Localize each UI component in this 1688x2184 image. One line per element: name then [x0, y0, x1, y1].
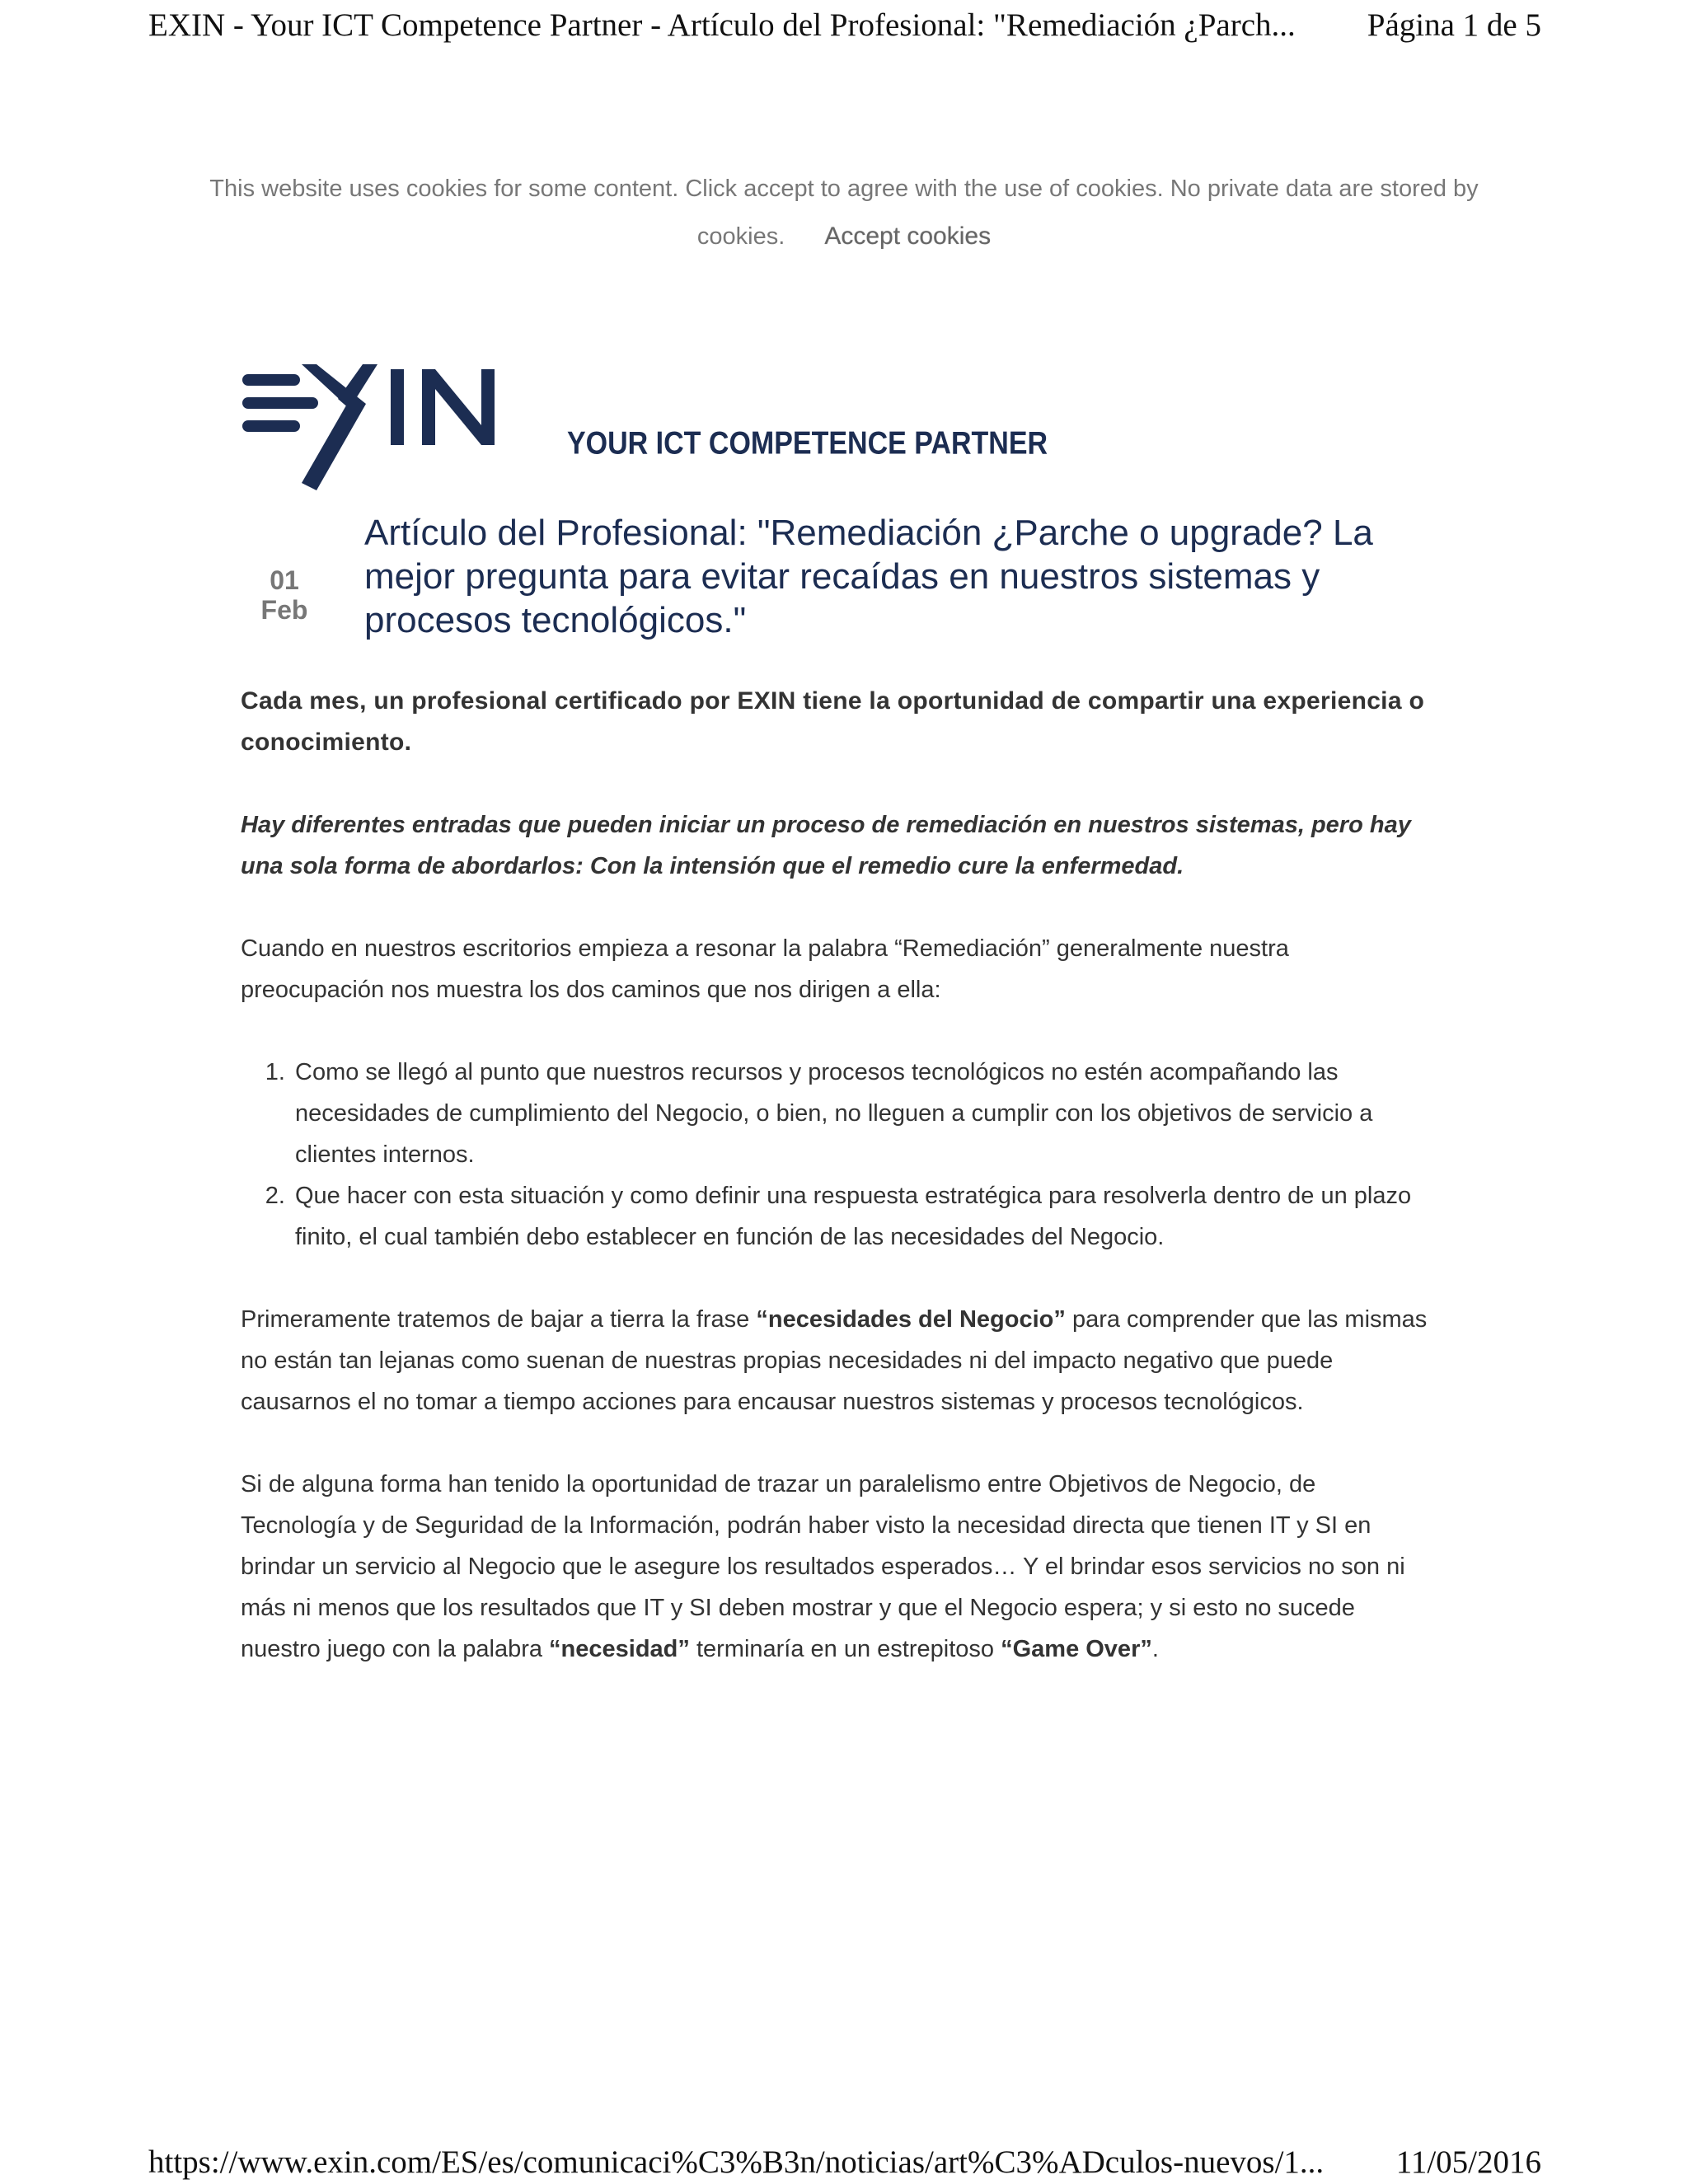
print-header-page: Página 1 de 5: [1367, 7, 1541, 43]
print-footer-url: https://www.exin.com/ES/es/comunicaci%C3%B3n/noticias/art%C3%ADculos-nuevos/1...: [148, 2144, 1325, 2180]
post-date-month: Feb: [260, 595, 308, 625]
paragraph-text: terminaría en un estrepitoso: [689, 1636, 1001, 1662]
article-intro: Hay diferentes entradas que pueden iniciar un proceso de remediación en nuestros sistemas, pero hay una sola forma de abordarlos: Con la intensión que el remedio cure la enfermedad.: [241, 812, 1411, 879]
list-item: 2. Que hacer con esta situación y como definir una respuesta estratégica para resolverla dentro de un plazo finito, el cual también debo establecer en función de las necesidades del Negocio.: [292, 1175, 1436, 1258]
article-paragraph-3: [241, 1464, 1436, 1670]
list-item: 1. Como se llegó al punto que nuestros recursos y procesos tecnológicos no estén acompañando las necesidades de cumplimiento del Negocio, o bien, no lleguen a cumplir con los objetivos de servicio a clientes internos.: [292, 1052, 1436, 1175]
emphasis-text: “necesidad”: [549, 1636, 690, 1662]
paragraph-text: Primeramente tratemos de bajar a tierra la frase: [241, 1306, 757, 1333]
article-lead: Cada mes, un profesional certificado por EXIN tiene la oportunidad de compartir una experiencia o conocimiento.: [241, 687, 1425, 756]
emphasis-text: “Game Over”: [1001, 1636, 1152, 1662]
article-paragraph-2: [241, 1299, 1436, 1422]
accept-cookies-button[interactable]: Accept cookies: [824, 223, 992, 250]
print-footer: [148, 2139, 1541, 2184]
logo-tagline: YOUR ICT COMPETENCE PARTNER: [567, 425, 1048, 462]
paragraph-text: para comprender que las mismas no están tan lejanas como suenan de nuestras propias necesidades ni del impacto negativo que puede causarnos el no tomar a tiempo acciones para encausar nuestros sistemas y procesos tecnológicos.: [241, 1306, 1428, 1415]
print-footer-date: 11/05/2016: [1395, 2144, 1541, 2180]
paragraph-text: .: [1151, 1636, 1159, 1662]
exin-logo[interactable]: [241, 363, 1048, 494]
article-list: [241, 1052, 1436, 1258]
article-paragraph-1: Cuando en nuestros escritorios empieza a resonar la palabra “Remediación” generalmente nuestra preocupación nos muestra los dos caminos que nos dirigen a ella:: [241, 935, 1289, 1003]
cookie-text: This website uses cookies for some content. Click accept to agree with the use of cookies. No private data are stored by cookies.: [209, 176, 1479, 250]
emphasis-text: “necesidades del Negocio”: [756, 1306, 1066, 1333]
article-body: [241, 681, 1436, 1711]
post-date-day: 01: [270, 565, 299, 595]
article-title: Artículo del Profesional: "Remediación ¿Parche o upgrade? La mejor pregunta para evitar recaídas en nuestros sistemas y procesos tecnológicos.": [364, 513, 1373, 640]
print-header-title: EXIN - Your ICT Competence Partner - Artículo del Profesional: "Remediación ¿Parch...: [148, 7, 1296, 43]
print-header: [148, 0, 1541, 49]
paragraph-text: Si de alguna forma han tenido la oportunidad de trazar un paralelismo entre Objetivos de Negocio, de Tecnología y de Seguridad de la Información, podrán haber visto la necesidad directa que tienen IT y SI en brindar un servicio al Negocio que le asegure los resultados esperados… Y el brindar esos servicios no son ni más ni menos que los resultados que IT y SI deben mostrar y que el Negocio espera; y si esto no sucede nuestro juego con la palabra: [241, 1471, 1405, 1662]
cookie-bar: [165, 165, 1523, 260]
post-date: [247, 565, 321, 625]
exin-logo-mark-icon: [241, 363, 537, 494]
